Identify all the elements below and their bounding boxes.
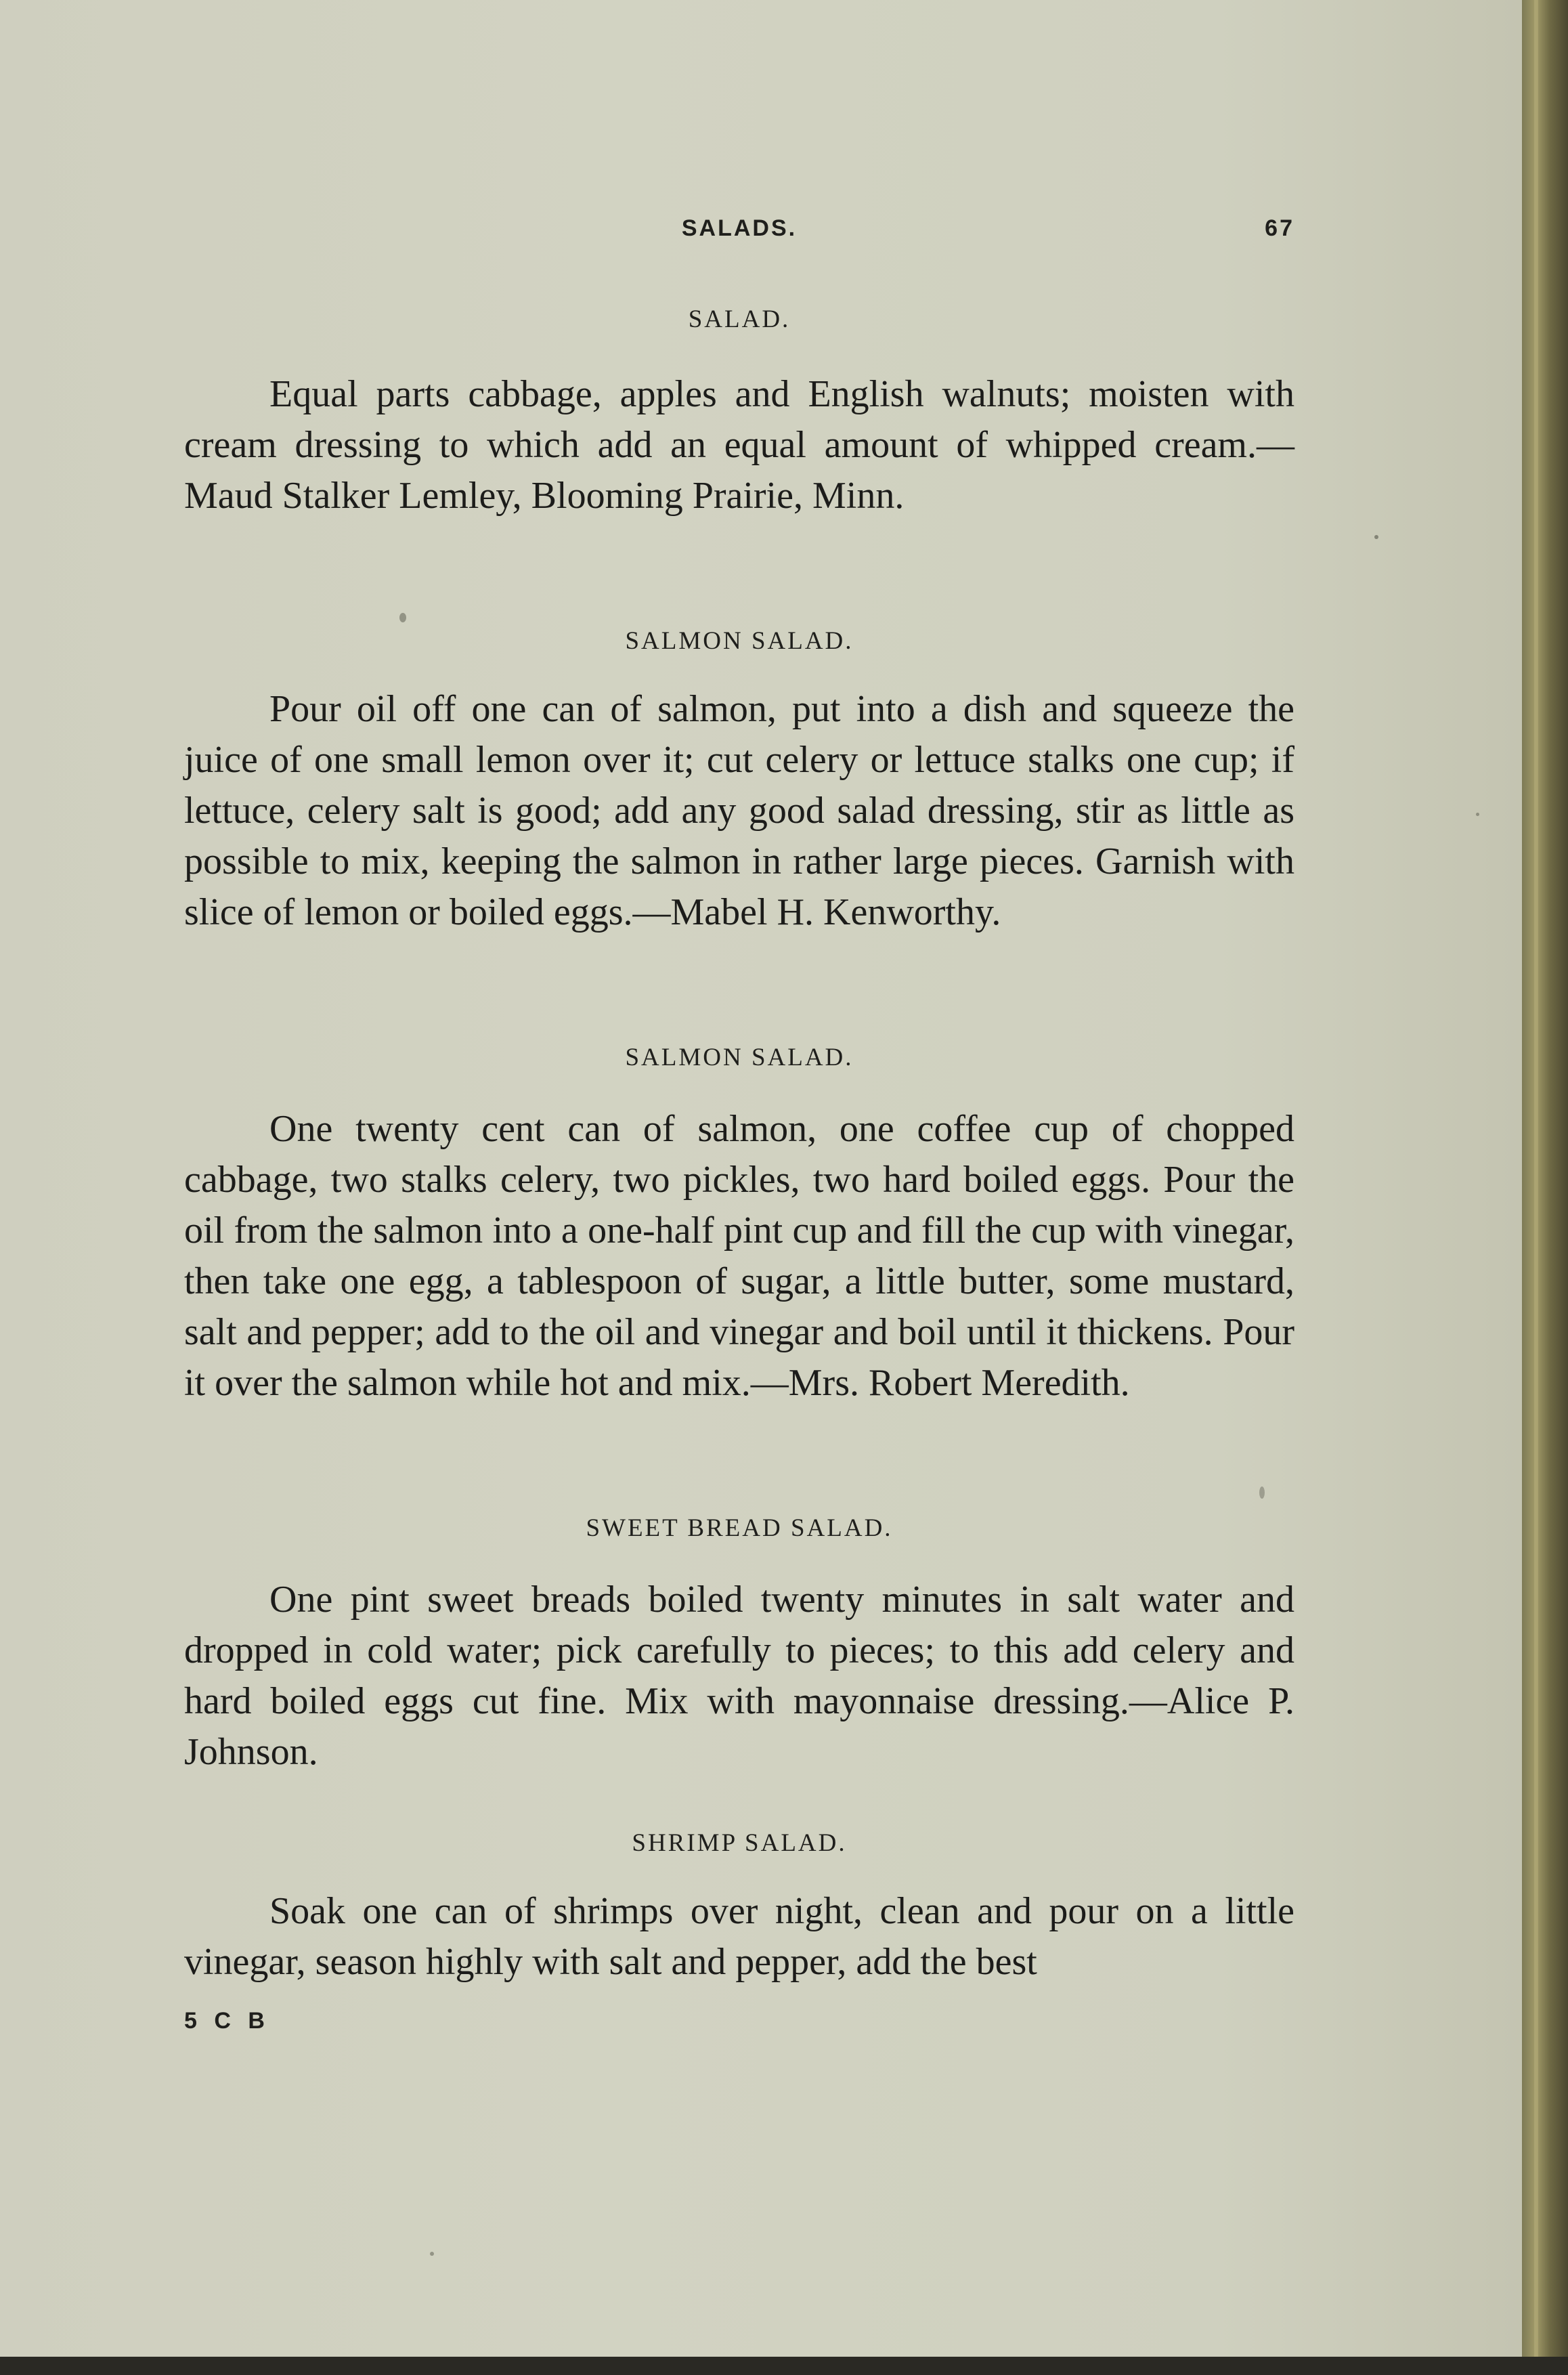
- running-head-title: SALADS.: [681, 215, 798, 241]
- recipe-title-salad: SALAD.: [688, 305, 791, 333]
- recipe-title-sweet-bread-salad: SWEET BREAD SALAD.: [586, 1514, 893, 1542]
- page-bottom-edge: [0, 2357, 1568, 2375]
- book-spine: [1522, 0, 1568, 2375]
- signature-mark: 5 C B: [184, 2008, 270, 2034]
- recipe-text-salmon-salad-1: Pour oil off one can of salmon, put into a dish and squeeze the juice of one small lemon over it; cut celery or lettuce stalks one cup; if lettuce, celery salt is good; add any good salad dressing, stir as little as possible to mix, keeping the salmon in rather large pieces. Garnish with slice of lemon or boiled eggs.—Mabel H. Kenworthy.: [184, 688, 1294, 933]
- speck: [1259, 1486, 1265, 1499]
- page-number: 67: [1265, 215, 1294, 241]
- speck: [399, 613, 406, 622]
- speck: [1476, 813, 1479, 816]
- recipe-title-shrimp-salad: SHRIMP SALAD.: [632, 1829, 847, 1857]
- recipe-text-sweet-bread-salad: One pint sweet breads boiled twenty minutes in salt water and dropped in cold water; pick carefully to pieces; to this add celery and hard boiled eggs cut fine. Mix with mayonnaise dressing.—Alice P. Johnson.: [184, 1579, 1294, 1773]
- recipe-text-salmon-salad-2: One twenty cent can of salmon, one coffee cup of chopped cabbage, two stalks celery, two pickles, two hard boiled eggs. Pour the oil from the salmon into a one-half pint cup and fill the cup with vinegar, then take one egg, a tablespoon of sugar, a little butter, some mustard, salt and pepper; add to the oil and vinegar and boil until it thickens. Pour it over the salmon while hot and mix.—Mrs. Robert Meredith.: [184, 1108, 1294, 1404]
- speck: [1374, 535, 1378, 539]
- recipe-title-salmon-salad-2: SALMON SALAD.: [625, 1044, 854, 1071]
- speck: [430, 2252, 434, 2256]
- recipe-text-salad: Equal parts cabbage, apples and English walnuts; moisten with cream dressing to which add an equal amount of whipped cream.—Maud Stalker Lemley, Blooming Prairie, Minn.: [184, 373, 1294, 517]
- recipe-title-salmon-salad-1: SALMON SALAD.: [625, 627, 854, 655]
- recipe-text-shrimp-salad: Soak one can of shrimps over night, clean and pour on a little vinegar, season highly with salt and pepper, add the best: [184, 1890, 1294, 1983]
- running-head: [184, 215, 1294, 249]
